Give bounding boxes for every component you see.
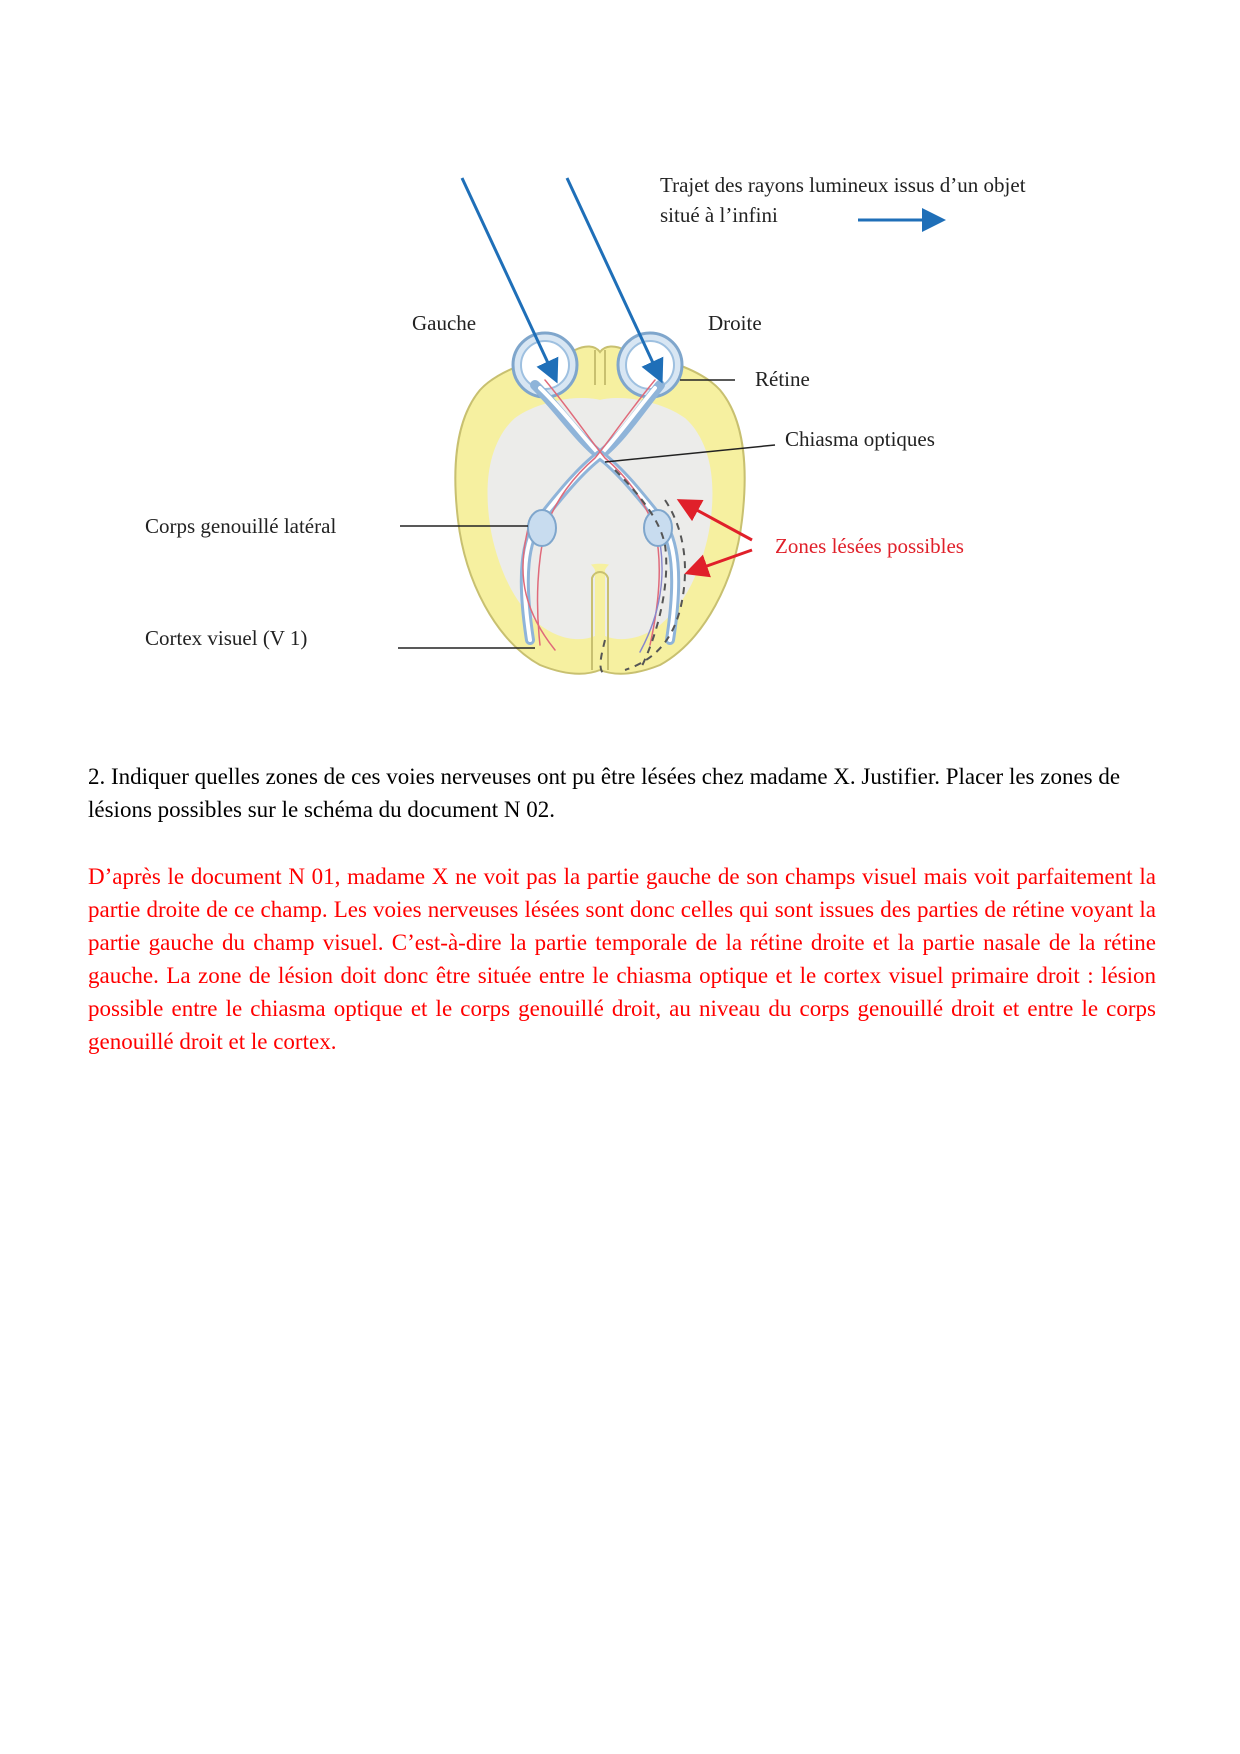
visual-pathway-diagram: [0, 0, 1240, 720]
label-gauche: Gauche: [412, 311, 477, 335]
legend-line-1: Trajet des rayons lumineux issus d’un objet: [660, 173, 1026, 197]
light-ray-left: [462, 178, 555, 378]
label-corps-genouille: Corps genouillé latéral: [145, 514, 337, 538]
right-eye: [618, 333, 682, 397]
label-cortex: Cortex visuel (V 1): [145, 626, 308, 650]
left-lgn: [528, 510, 556, 546]
answer-text: D’après le document N 01, madame X ne voit pas la partie gauche de son champs visuel mais voit parfaitement la partie droite de ce champ. Les voies nerveuses lésées sont donc celles qui sont issues des parties de rétine voyant la partie gauche du champ visuel. C’est-à-dire la partie temporale de la rétine droite et la partie nasale de la rétine gauche. La zone de lésion doit donc être située entre le chiasma optique et le cortex visuel primaire droit : lésion possible entre le chiasma optique et le corps genouillé droit, au niveau du corps genouillé droit et entre le corps genouillé droit et le cortex.: [88, 864, 1156, 1054]
label-zones-lesees: Zones lésées possibles: [775, 534, 964, 558]
question-2: 2. Indiquer quelles zones de ces voies nerveuses ont pu être lésées chez madame X. Justifier. Placer les zones de lésions possibles sur le schéma du document N 02.: [88, 764, 1121, 822]
legend-line-2: situé à l’infini: [660, 203, 778, 227]
label-droite: Droite: [708, 311, 762, 335]
label-retine: Rétine: [755, 367, 810, 391]
label-chiasma: Chiasma optiques: [785, 427, 935, 451]
right-lgn: [644, 510, 672, 546]
left-eye: [513, 333, 577, 397]
